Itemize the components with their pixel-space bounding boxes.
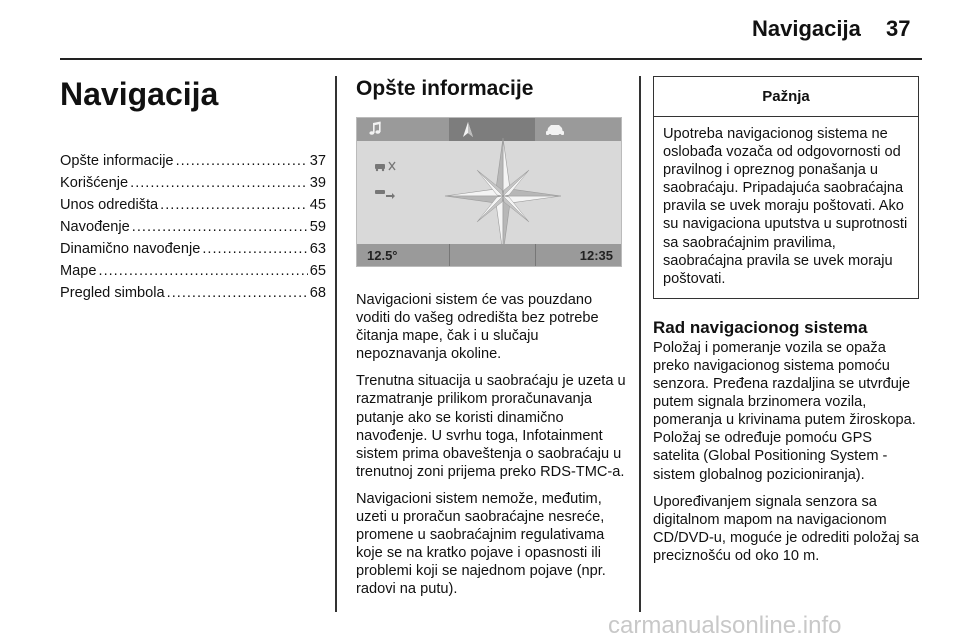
car-icon [546, 125, 564, 137]
toc-entry-page: 39 [309, 175, 326, 191]
toc-entry[interactable] [60, 150, 326, 172]
infotainment-screen-figure [356, 117, 622, 267]
traffic-icon [375, 162, 395, 171]
general-info-column [356, 76, 626, 599]
toc-entry-label: Korišćenje [60, 175, 129, 191]
body-paragraph: Upoređivanjem signala senzora sa digitalnom mapom na navigacionom CD/DVD-u, moguće je odrediti položaj sa preciznošću od oko 10 m. [653, 493, 920, 564]
chapter-column [60, 76, 326, 304]
route-icon [375, 190, 395, 199]
toc-entry-label: Dinamično navođenje [60, 241, 201, 257]
toc-entry-label: Pregled simbola [60, 285, 165, 301]
toc-entry-page: 59 [309, 219, 326, 235]
toc-entry[interactable] [60, 282, 326, 304]
chapter-title: Navigacija [60, 76, 219, 112]
subsection-heading: Rad navigacionog sistema [653, 317, 868, 337]
temperature-readout: 12.5° [367, 248, 398, 263]
column-divider-right [639, 76, 641, 612]
compass-rose-icon [445, 138, 561, 254]
status-bar-divider [449, 244, 450, 266]
toc-leader-dots [160, 194, 308, 216]
toc-entry[interactable] [60, 238, 326, 260]
body-paragraph: Navigacioni sistem će vas pouzdano voditi do vašeg odredišta bez potrebe čitanja mape, čak i u slučaju nepoznavanja okoline. [356, 292, 599, 363]
toc-entry-page: 65 [309, 263, 326, 279]
toc-leader-dots [176, 150, 308, 172]
watermark-text: carmanualsonline.info [608, 612, 842, 639]
toc-entry[interactable] [60, 260, 326, 282]
toc-leader-dots [202, 238, 307, 260]
body-paragraph: Navigacioni sistem nemože, međutim, uzeti u proračun saobraćajne nesreće, promene u saobraćajnim regulativama koje se na kratko pojave i opasnosti ili problemi koji se najednom pojave (npr. radovi na putu). [356, 490, 606, 598]
toc-entry[interactable] [60, 172, 326, 194]
toc-entry-page: 63 [309, 241, 326, 257]
section-heading: Opšte informacije [356, 77, 534, 100]
header-rule [60, 58, 922, 60]
clock-readout: 12:35 [579, 248, 613, 263]
caution-title: Pažnja [654, 77, 918, 117]
toc-entry-page: 68 [309, 285, 326, 301]
navigation-arrow-icon [463, 122, 473, 137]
right-column [653, 76, 920, 565]
toc-entry[interactable] [60, 216, 326, 238]
toc-leader-dots [167, 282, 308, 304]
toc-entry-label: Mape [60, 263, 97, 279]
toc-entry-label: Navođenje [60, 219, 130, 235]
page-number: 37 [886, 16, 911, 41]
music-note-icon [369, 122, 380, 135]
toc-entry-page: 37 [309, 153, 326, 169]
status-bar-divider [535, 244, 536, 266]
toc-leader-dots [132, 216, 308, 238]
table-of-contents [60, 150, 326, 304]
toc-entry-label: Unos odredišta [60, 197, 159, 213]
caution-box [653, 76, 919, 299]
caution-text: Upotreba navigacionog sistema ne oslobađa vozača od odgovornosti od pravilnog i opreznog ponašanja u saobraćaju. Pripadajuća saobraćajna pravila se uvek moraju poštovati. Ako su navigaciona uputstva u suprotnosti sa saobraćajnim pravilima, saobraćajna pravila se uvek moraju poštovati. [663, 126, 908, 287]
column-divider-left [335, 76, 337, 612]
toc-leader-dots [99, 260, 308, 282]
body-paragraph: Položaj i pomeranje vozila se opaža preko navigacionog sistema pomoću senzora. Pređena razdaljina se utvrđuje putem signala brzinomera vozila, pomeranja u krivinama putem žiroskopa. Položaj se određuje pomoću GPS satelita (Global Positioning System - sistem globalnog pozicioniranja). [653, 339, 916, 483]
toc-leader-dots [130, 172, 308, 194]
running-head-title: Navigacija [752, 16, 861, 41]
toc-entry-label: Opšte informacije [60, 153, 174, 169]
toc-entry-page: 45 [309, 197, 326, 213]
body-paragraph: Trenutna situacija u saobraćaju je uzeta u razmatranje prilikom proračunavanja putanje ako se koristi dinamično navođenje. U svrhu toga, Infotainment sistem prima obaveštenja o saobraćaju u trenutnoj zoni prijema preko RDS-TMC-a. [356, 373, 626, 480]
toc-entry[interactable] [60, 194, 326, 216]
page-header [0, 0, 960, 60]
